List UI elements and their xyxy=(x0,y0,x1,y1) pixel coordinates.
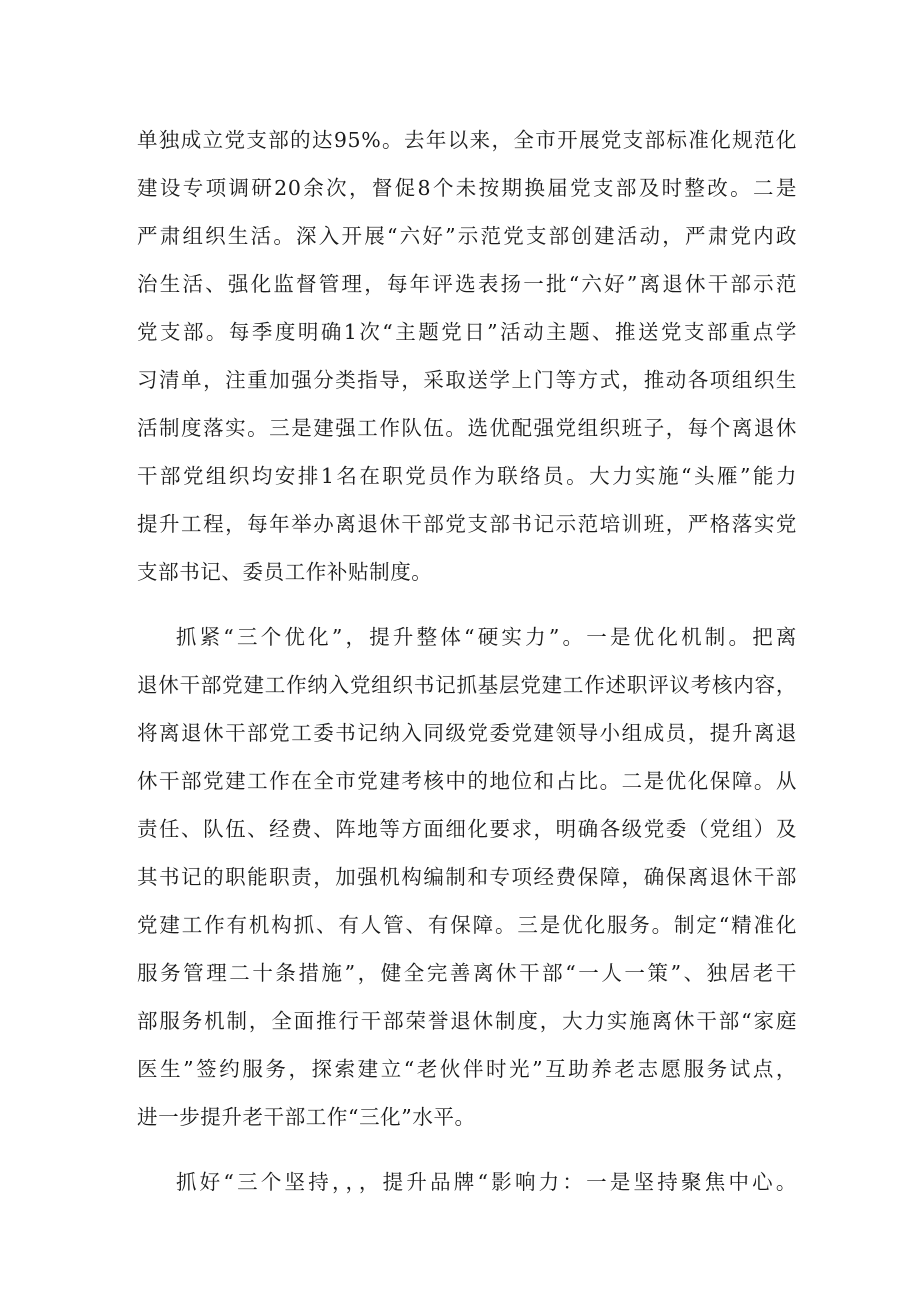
text-line: 部服务机制，全面推行干部荣誉退休制度，大力实施离休干部“家庭 xyxy=(137,1009,797,1033)
text-line: 医生”签约服务，探索建立“老伙伴时光”互助养老志愿服务试点， xyxy=(137,1057,797,1081)
text-line: 单独成立党支部的达95%。去年以来，全市开展党支部标准化规范化 xyxy=(137,128,797,152)
text-line: 抓紧“三个优化”，提升整体“硬实力”。一是优化机制。把离 xyxy=(137,625,797,649)
text-line: 严肃组织生活。深入开展“六好”示范党支部创建活动，严肃党内政 xyxy=(137,224,797,248)
text-line: 党建工作有机构抓、有人管、有保障。三是优化服务。制定“精准化 xyxy=(137,913,797,937)
text-line: 退休干部党建工作纳入党组织书记抓基层党建工作述职评议考核内容， xyxy=(137,673,797,697)
text-line: 将离退休干部党工委书记纳入同级党委党建领导小组成员，提升离退 xyxy=(137,721,797,745)
text-line: 服务管理二十条措施”，健全完善离休干部“一人一策”、独居老干 xyxy=(137,961,797,985)
text-line: 党支部。每季度明确1次“主题党日”活动主题、推送党支部重点学 xyxy=(137,320,797,344)
text-line: 建设专项调研20余次，督促8个未按期换届党支部及时整改。二是 xyxy=(137,176,797,200)
text-line: 活制度落实。三是建强工作队伍。选优配强党组织班子，每个离退休 xyxy=(137,416,797,440)
text-line: 治生活、强化监督管理，每年评选表扬一批“六好”离退休干部示范 xyxy=(137,272,797,296)
text-line: 干部党组织均安排1名在职党员作为联络员。大力实施“头雁”能力 xyxy=(137,464,797,488)
text-line: 支部书记、委员工作补贴制度。 xyxy=(137,560,433,584)
text-line: 其书记的职能职责，加强机构编制和专项经费保障，确保离退休干部 xyxy=(137,865,797,889)
text-line: 休干部党建工作在全市党建考核中的地位和占比。二是优化保障。从 xyxy=(137,769,797,793)
document-body xyxy=(137,116,797,1206)
text-line: 责任、队伍、经费、阵地等方面细化要求，明确各级党委（党组）及 xyxy=(137,817,797,841)
paragraph-spacer xyxy=(137,1141,797,1158)
text-line: 抓好“三个坚持，，，提升品牌“影响力：一是坚持聚焦中心。 xyxy=(137,1170,797,1194)
text-line: 提升工程，每年举办离退休干部党支部书记示范培训班，严格落实党 xyxy=(137,512,797,536)
text-line: 进一步提升老干部工作“三化”水平。 xyxy=(137,1105,476,1129)
paragraph-spacer xyxy=(137,596,797,613)
text-line: 习清单，注重加强分类指导，采取送学上门等方式，推动各项组织生 xyxy=(137,368,797,392)
paragraph-2 xyxy=(137,613,797,1141)
paragraph-1 xyxy=(137,116,797,596)
paragraph-3 xyxy=(137,1158,797,1206)
